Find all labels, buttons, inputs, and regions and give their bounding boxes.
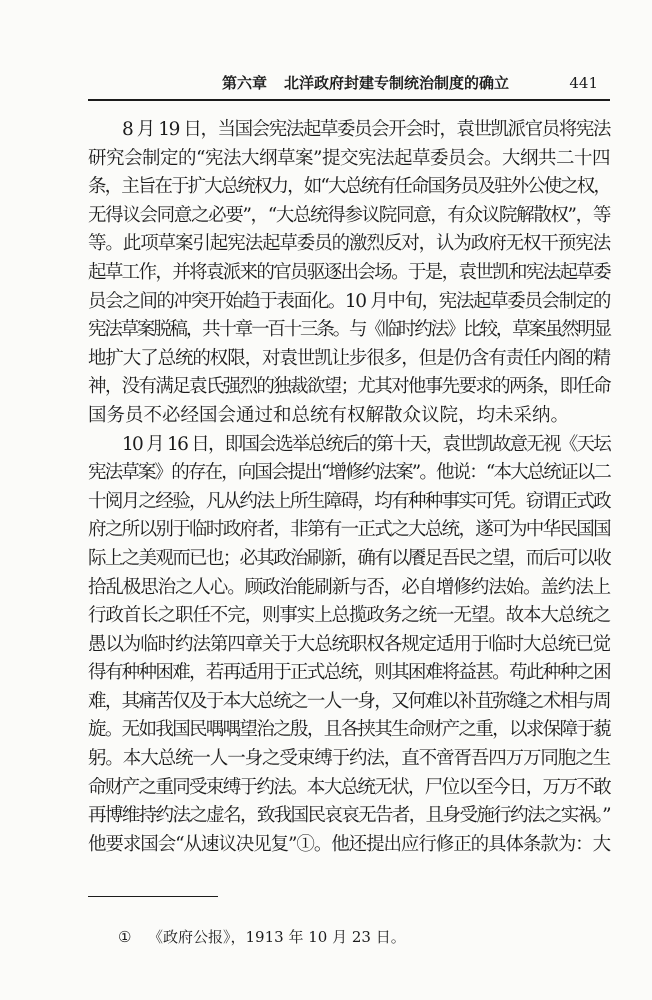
page-number: 441 (569, 74, 598, 92)
paragraph-2-line: 得有种种困难，若再适用于正式总统，则其困难将益甚。苟此种种之困 (88, 662, 610, 684)
paragraph-2-line: 拾乱极思治之人心。顾政治能刷新与否，必自增修约法始。盖约法上 (88, 576, 610, 598)
paragraph-2-line: 十阅月之经验，凡从约法上所生障碍，均有种种事实可凭。窃谓正式政 (88, 490, 610, 512)
paragraph-1-line: 神，没有满足袁氏强烈的独裁欲望；尤其对他事先要求的两条，即任命 (88, 376, 610, 398)
paragraph-2-line: 命财产之重同受束缚于约法。本大总统无状，尸位以至今日，万万不敢 (88, 776, 610, 798)
paragraph-1-line: 研究会制定的“宪法大纲草案”提交宪法起草委员会。大纲共二十四 (88, 147, 610, 169)
paragraph-1-last-line: 国务员不必经国会通过和总统有权解散众议院，均未采纳。 (88, 404, 570, 426)
paragraph-1-line: 8 月 19 日，当国会宪法起草委员会开会时，袁世凯派官员将宪法 (122, 119, 610, 140)
paragraph-2-line: 愚以为临时约法第四章关于大总统职权各规定适用于临时大总统已觉 (88, 633, 610, 655)
footnote (118, 926, 598, 948)
paragraph-2-line: 府之所以别于临时政府者，非第有一正式之大总统，遂可为中华民国国 (88, 519, 610, 541)
paragraph-1-line: 等。此项草案引起宪法起草委员的激烈反对，认为政府无权干预宪法 (88, 233, 610, 255)
footnote-marker: ① (118, 928, 132, 946)
paragraph-1-line: 条，主旨在于扩大总统权力，如“大总统有任命国务员及驻外公使之权， (88, 176, 610, 198)
paragraph-2-line: 再博维持约法之虚名，致我国民哀哀无告者，且身受施行约法之实祸。” (88, 805, 610, 827)
running-header (88, 72, 610, 94)
paragraph-1-line: 员会之间的冲突开始趋于表面化。10 月中旬，宪法起草委员会制定的 (88, 290, 610, 312)
paragraph-1-line: 地扩大了总统的权限，对袁世凯让步很多，但是仍含有责任内阁的精 (88, 347, 610, 369)
paragraph-2-line: 行政首长之职任不完，则事实上总揽政务之统一无望。故本大总统之 (88, 605, 610, 627)
paragraph-2-line: 际上之美观而已也；必其政治刷新，确有以餍足吾民之望，而后可以收 (88, 547, 610, 569)
paragraph-2-line: 难，其痛苦仅及于本大总统之一人一身，又何难以补苴弥缝之术相与周 (88, 690, 610, 712)
paragraph-2-line: 他要求国会“从速议决见复”①。他还提出应行修正的具体条款为：大 (88, 833, 610, 855)
paragraph-2-line: 10 月 16 日，即国会选举总统后的第十天，袁世凯故意无视《天坛 (122, 433, 610, 455)
footnote-rule (88, 896, 218, 897)
body-text (88, 116, 610, 859)
chapter-label: 第六章 (222, 74, 268, 92)
paragraph-2-line: 躬。本大总统一人一身之受束缚于约法，直不啻胥吾四万万同胞之生 (88, 748, 610, 770)
paragraph-1-line: 宪法草案脱稿，共十章一百十三条。与《临时约法》比较，草案虽然明显 (88, 319, 610, 341)
chapter-title: 北洋政府封建专制统治制度的确立 (284, 74, 510, 92)
paragraph-2-line: 旋。无如我国民喁喁望治之殷，且各挟其生命财产之重，以求保障于藐 (88, 719, 610, 741)
header-rule (88, 99, 610, 101)
paragraph-1-line: 起草工作，并将袁派来的官员驱逐出会场。于是，袁世凯和宪法起草委 (88, 261, 610, 283)
paragraph-1-line: 无得议会同意之必要”，“大总统得参议院同意，有众议院解散权”，等 (88, 204, 610, 226)
paragraph-2-line: 宪法草案》的存在，向国会提出“增修约法案”。他说：“本大总统证以二 (88, 462, 610, 484)
footnote-text: 《政府公报》，1913 年 10 月 23 日。 (148, 928, 406, 946)
